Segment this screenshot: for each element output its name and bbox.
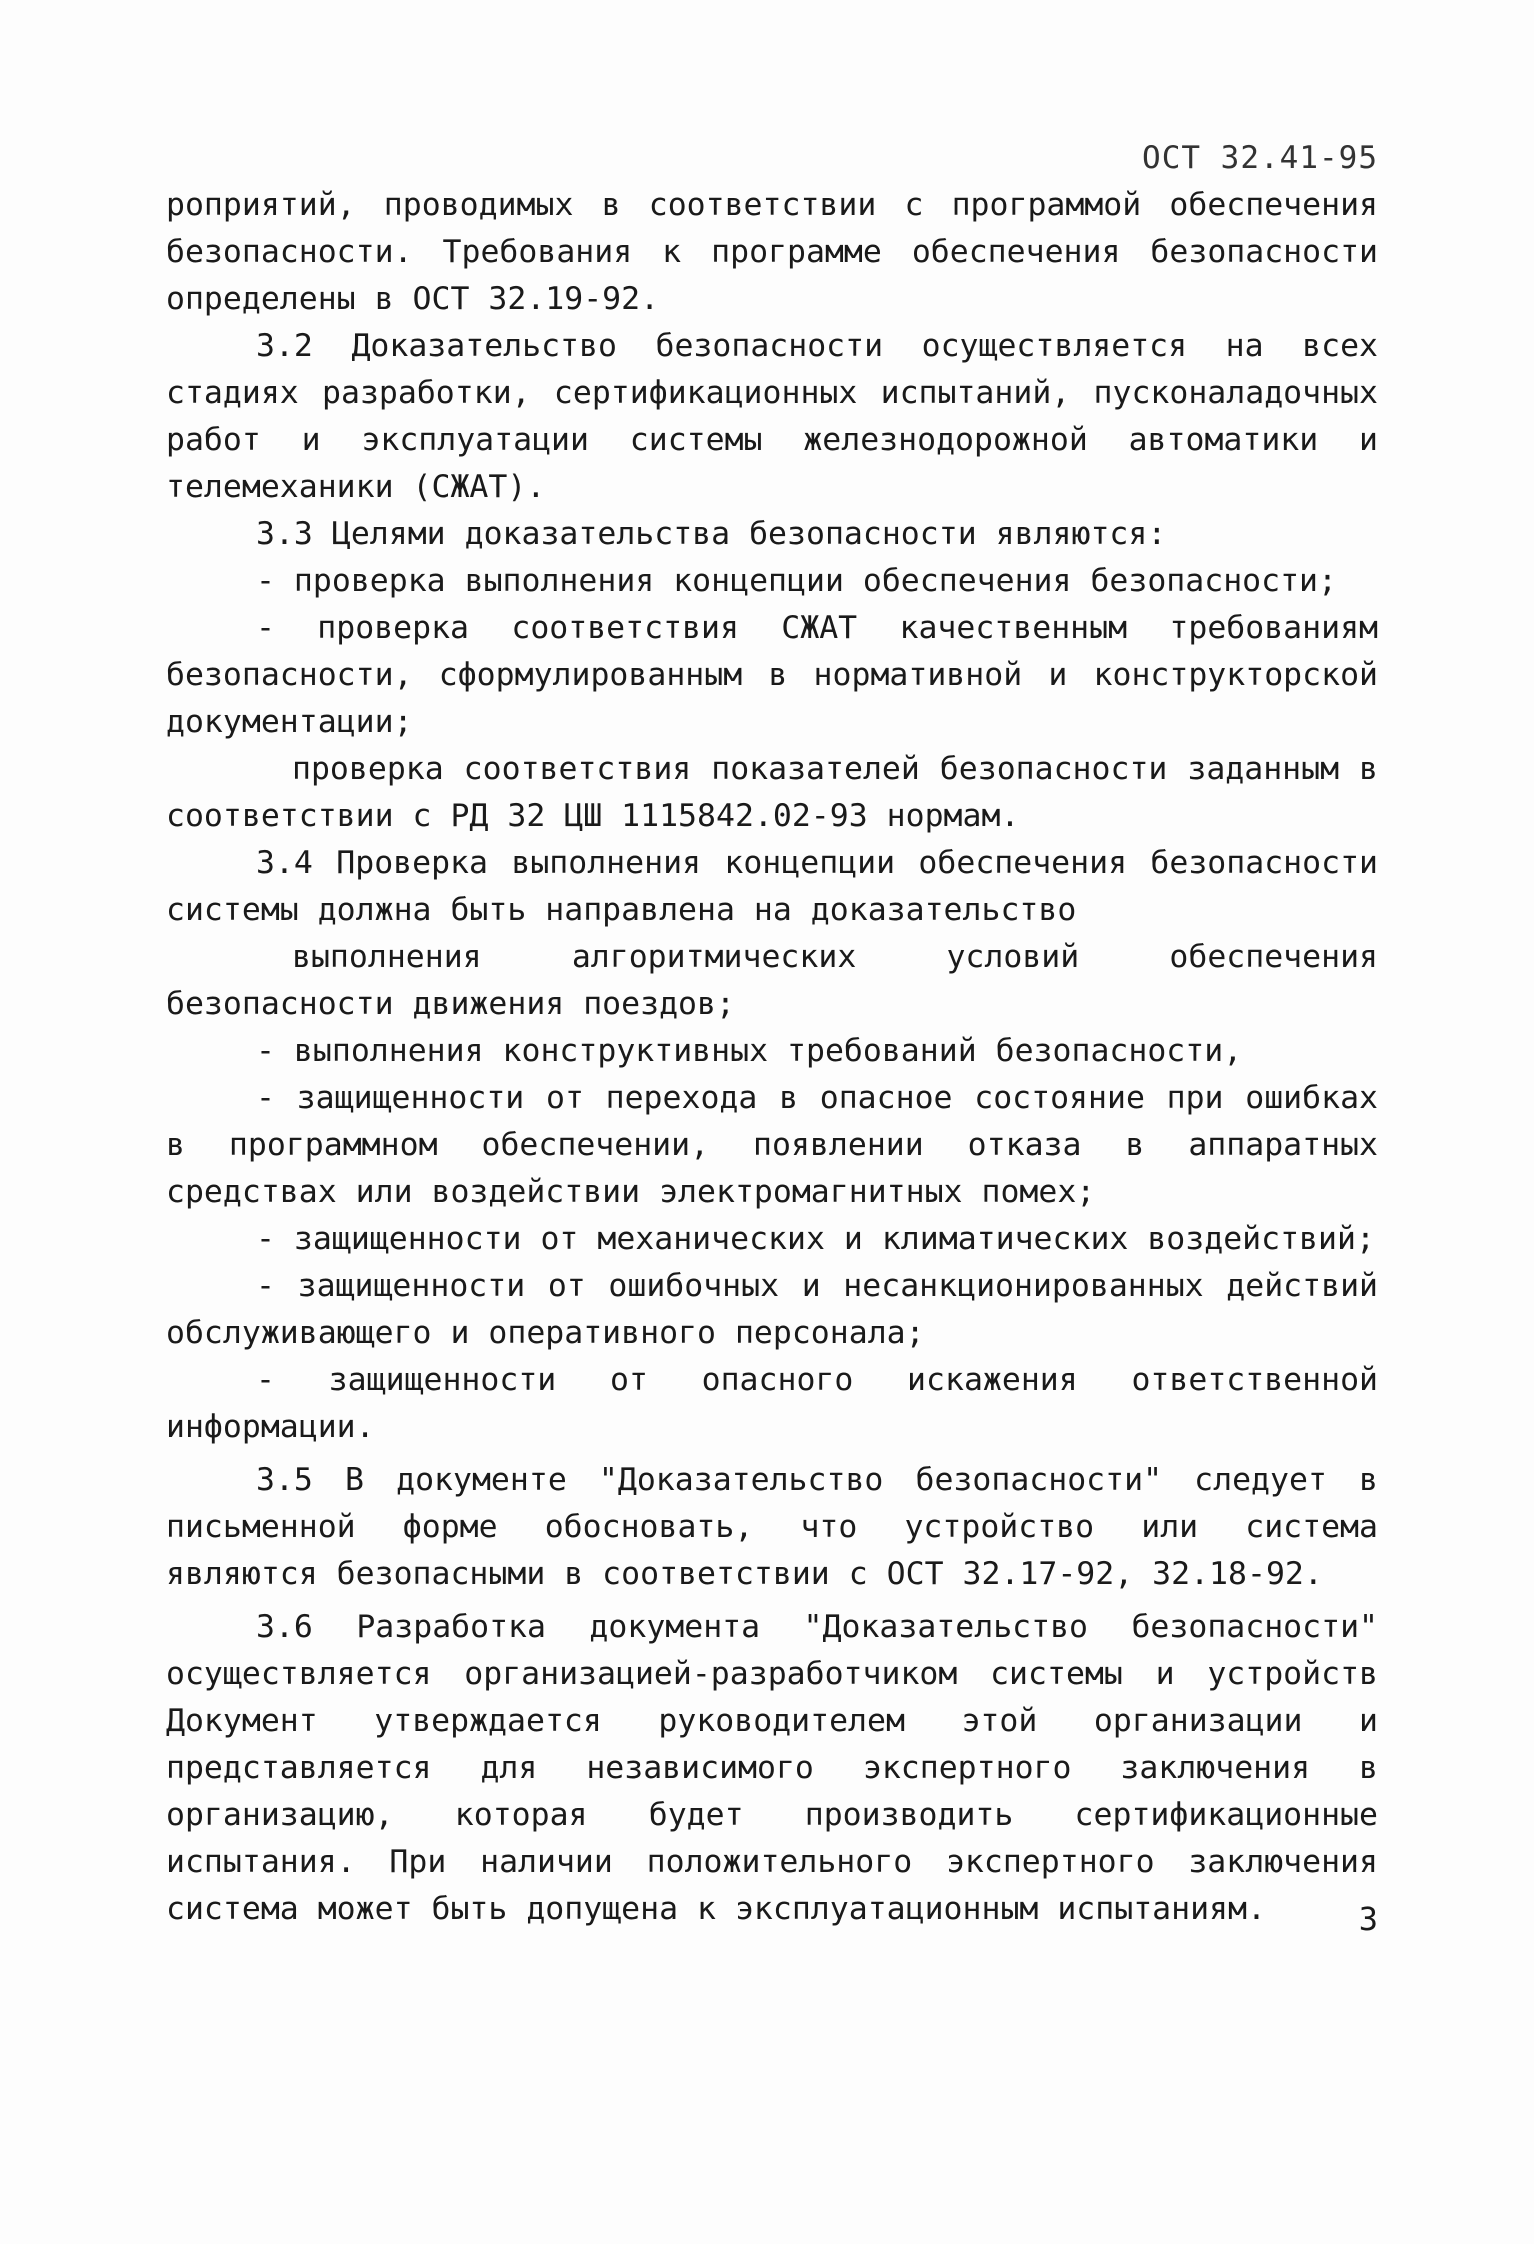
list-item-indicators-check: проверка соответствия показателей безопасности заданным в соответствии с РД 32 ЦШ 1115842.02-93 нормам.: [166, 751, 1378, 834]
list-item-quality-requirements: - проверка соответствия СЖАТ качественным требованиям безопасности, сформулированным в нормативной и конструкторской документации;: [166, 610, 1378, 740]
list-item-information-distortion: - защищенности от опасного искажения ответственной информации.: [166, 1362, 1378, 1445]
list-item-personnel-actions: - защищенности от ошибочных и несанкционированных действий обслуживающего и оперативного персонала;: [166, 1268, 1378, 1351]
list-item-mechanical-climatic: - защищенности от механических и климатических воздействий;: [256, 1221, 1375, 1257]
list-item-algorithmic-conditions: выполнения алгоритмических условий обеспечения безопасности движения поездов;: [166, 939, 1378, 1022]
paragraph-3-5: 3.5 В документе "Доказательство безопасности" следует в письменной форме обосновать, что устройство или система являются безопасными в соответствии с ОСТ 32.17-92, 32.18-92.: [166, 1462, 1378, 1592]
list-item-concept-check: - проверка выполнения концепции обеспечения безопасности;: [256, 563, 1337, 599]
document-body: [166, 182, 1378, 1933]
page-number: 3: [1358, 1900, 1378, 1938]
paragraph-3-3: 3.3 Целями доказательства безопасности являются:: [256, 516, 1167, 552]
paragraph-3-2: 3.2 Доказательство безопасности осуществляется на всех стадиях разработки, сертификационных испытаний, пусконаладочных работ и эксплуатации системы железнодорожной автоматики и телемеханики (СЖАТ).: [166, 328, 1378, 505]
document-code: ОСТ 32.41-95: [1142, 140, 1378, 176]
paragraph-continuation: роприятий, проводимых в соответствии с программой обеспечения безопасности. Требования к программе обеспечения безопасности определены в ОСТ 32.19-92.: [166, 187, 1378, 317]
list-item-constructive-requirements: - выполнения конструктивных требований безопасности,: [256, 1033, 1243, 1069]
paragraph-3-6: 3.6 Разработка документа "Доказательство безопасности" осуществляется организацией-разработчиком системы и устройств Документ утверждается руководителем этой организации и представляется для независимого экспертного заключения в организацию, которая будет производить сертификационные испытания. При наличии положительного экспертного заключения система может быть допущена к эксплуатационным испытаниям.: [166, 1609, 1378, 1927]
list-item-software-errors: - защищенности от перехода в опасное состояние при ошибках в программном обеспечении, появлении отказа в аппаратных средствах или воздействии электромагнитных помех;: [166, 1080, 1378, 1210]
paragraph-3-4: 3.4 Проверка выполнения концепции обеспечения безопасности системы должна быть направлена на доказательство: [166, 845, 1378, 928]
